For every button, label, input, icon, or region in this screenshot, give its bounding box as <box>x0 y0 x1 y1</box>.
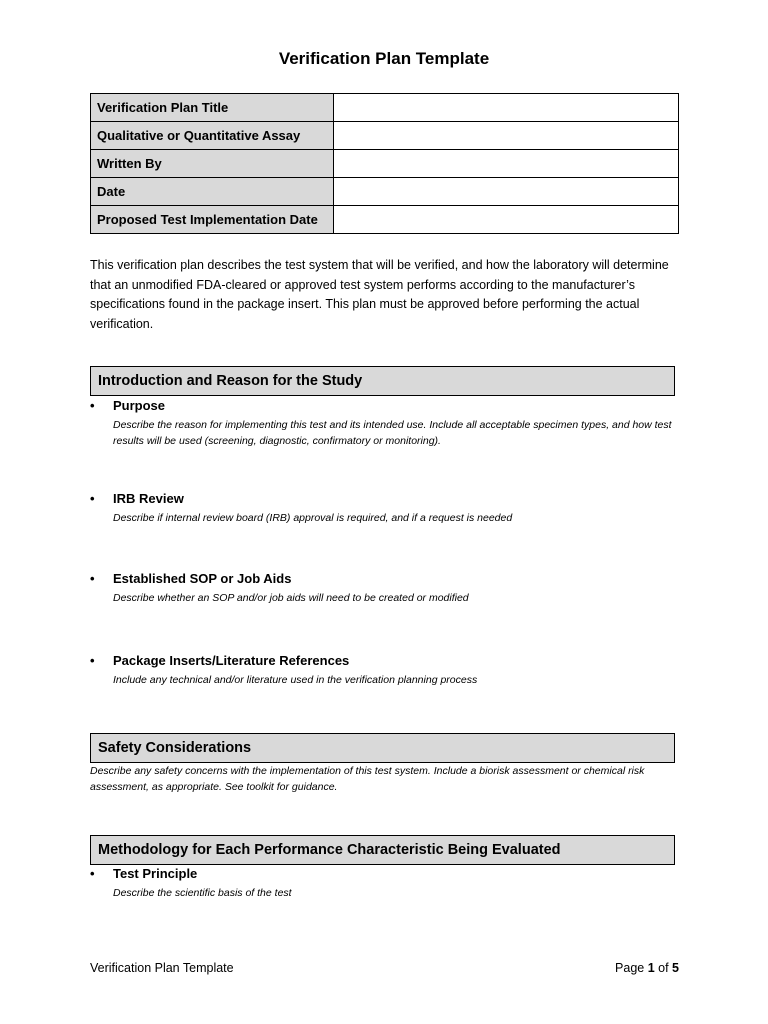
item-description: Describe the reason for implementing this test and its intended use. Include all acceptable specimen types, and how test results will be used (screening, diagnostic, confirmatory or monitoring). <box>113 419 672 447</box>
bullet-icon: • <box>90 571 95 586</box>
row-value[interactable] <box>334 178 679 206</box>
page-number <box>615 961 679 975</box>
row-label: Qualitative or Quantitative Assay <box>91 122 334 150</box>
row-value[interactable] <box>334 150 679 178</box>
list-item-irb-review <box>90 491 690 526</box>
row-value[interactable] <box>334 94 679 122</box>
table-row <box>91 94 679 122</box>
row-label: Written By <box>91 150 334 178</box>
item-description: Describe whether an SOP and/or job aids will need to be created or modified <box>113 592 469 604</box>
item-description: Describe the scientific basis of the test <box>113 887 292 899</box>
item-title: Test Principle <box>113 866 198 881</box>
section-heading-safety: Safety Considerations <box>90 733 675 763</box>
row-label: Date <box>91 178 334 206</box>
table-row <box>91 150 679 178</box>
page-current: 1 <box>647 961 655 975</box>
list-item-package-inserts <box>90 653 690 688</box>
page-prefix: Page <box>615 961 648 975</box>
row-label: Proposed Test Implementation Date <box>91 206 334 234</box>
row-label: Verification Plan Title <box>91 94 334 122</box>
page-of: of <box>654 961 673 975</box>
bullet-icon: • <box>90 653 95 668</box>
bullet-icon: • <box>90 398 95 413</box>
footer-title: Verification Plan Template <box>90 961 234 975</box>
item-title: Established SOP or Job Aids <box>113 571 292 586</box>
page-total: 5 <box>672 961 679 975</box>
table-row <box>91 122 679 150</box>
table-row <box>91 178 679 206</box>
list-item-purpose <box>90 398 690 449</box>
table-row <box>91 206 679 234</box>
bullet-icon: • <box>90 491 95 506</box>
section-heading-methodology: Methodology for Each Performance Characteristic Being Evaluated <box>90 835 675 865</box>
intro-paragraph: This verification plan describes the test system that will be verified, and how the laboratory will determine that an unmodified FDA-cleared or approved test system performs according to the manufacturer’s specifications found in the package insert. This plan must be approved before performing the actual verification. <box>90 258 669 331</box>
item-description: Describe if internal review board (IRB) approval is required, and if a request is needed <box>113 512 513 524</box>
item-title: Package Inserts/Literature References <box>113 653 350 668</box>
row-value[interactable] <box>334 206 679 234</box>
plan-info-table <box>90 93 679 234</box>
item-title: Purpose <box>113 398 166 413</box>
bullet-icon: • <box>90 866 95 881</box>
safety-description: Describe any safety concerns with the implementation of this test system. Include a biorisk assessment or chemical risk assessment, as appropriate. See toolkit for guidance. <box>90 765 645 793</box>
list-item-sop <box>90 571 690 606</box>
item-description: Include any technical and/or literature used in the verification planning process <box>113 674 478 686</box>
list-item-test-principle <box>90 866 690 901</box>
document-title: Verification Plan Template <box>278 49 490 68</box>
section-heading-introduction: Introduction and Reason for the Study <box>90 366 675 396</box>
item-title: IRB Review <box>113 491 184 506</box>
row-value[interactable] <box>334 122 679 150</box>
